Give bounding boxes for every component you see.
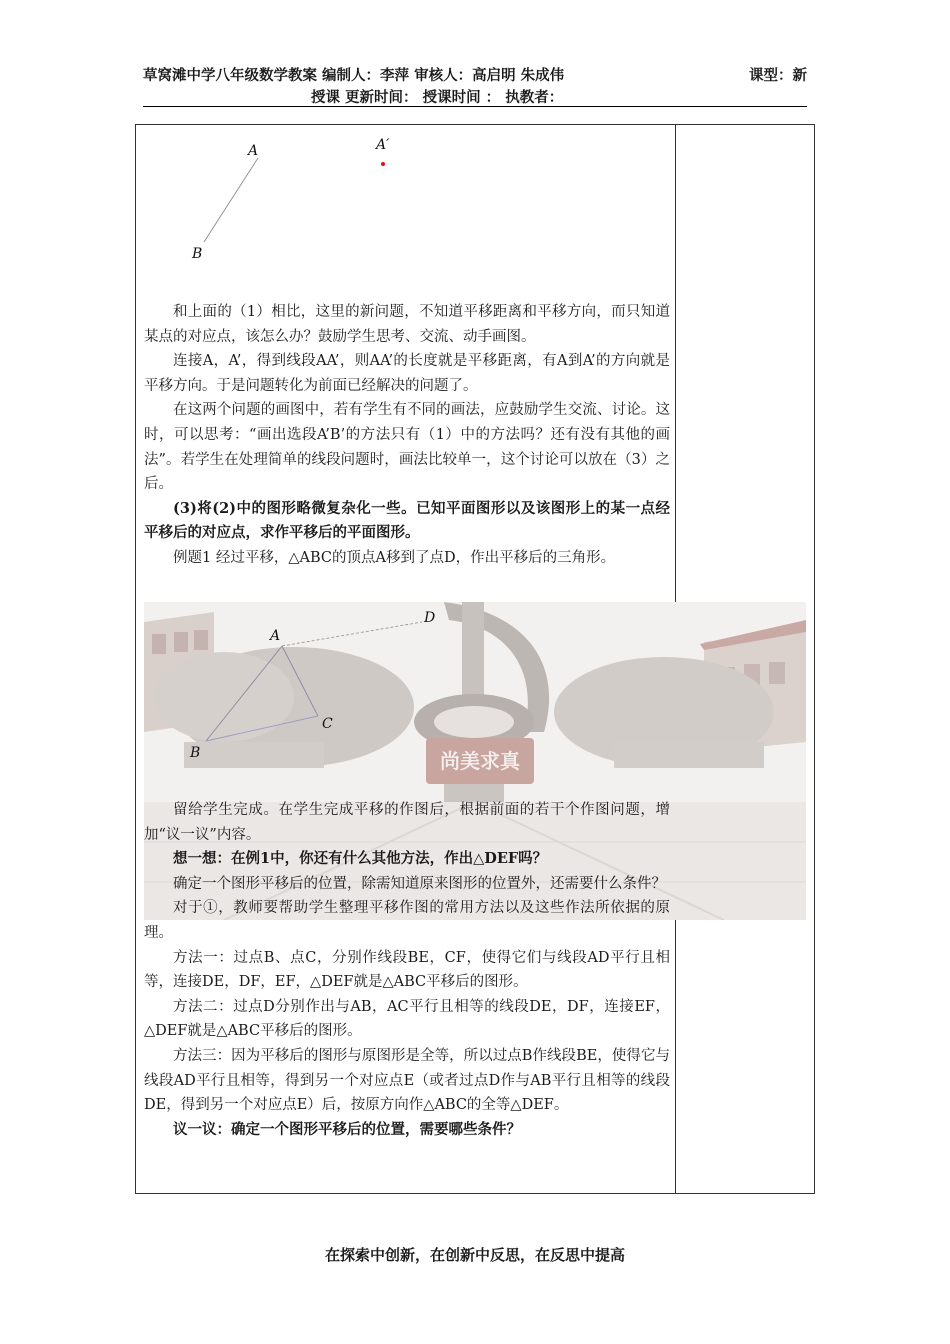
- page-header: [143, 64, 807, 106]
- segment-ab: [204, 158, 258, 242]
- bold-paragraph: 想一想：在例1中，你还有什么其他方法，作出△DEF吗？: [173, 850, 548, 868]
- text-block-1: [144, 300, 670, 571]
- paragraph: 确定一个图形平移后的位置，除需知道原来图形的位置外，还需要什么条件？: [173, 875, 666, 892]
- segment-ad: [282, 622, 422, 646]
- paragraph: 方法三：因为平移后的图形与原图形是全等，所以过点B作线段BE，使得它与线段AD平行且相等，得到另一个对应点E（或者过点D作与AB平行且相等的线段DE，得到另一个对应点E）后，按原方向作△ABC的全等△DEF。: [144, 1047, 670, 1114]
- label-a: A: [270, 628, 281, 644]
- paragraph: 连接A，A’，得到线段AA’，则AA’的长度就是平移距离，有A到A’的方向就是平移方向。于是问题转化为前面已经解决的问题了。: [144, 353, 670, 394]
- label-a-prime: A′: [376, 137, 390, 153]
- paragraph: 方法二：过点D分别作出与AB，AC平行且相等的线段DE，DF，连接EF，△DEF就是△ABC平移后的图形。: [144, 998, 670, 1040]
- label-b: B: [192, 246, 203, 262]
- label-c: C: [322, 716, 333, 732]
- header-rule: [143, 106, 807, 107]
- header-schedule: 授课 更新时间： 授课时间 ： 执教者：: [311, 89, 564, 106]
- paragraph: 方法一：过点B、点C，分别作线段BE，CF，使得它们与线段AD平行且相等，连接DE，DF，EF，△DEF就是△ABC平移后的图形。: [144, 949, 670, 991]
- page-footer: 在探索中创新，在创新中反思，在反思中提高: [324, 1246, 625, 1264]
- point-a-prime: [381, 162, 385, 166]
- figure-segment-ab: [144, 128, 444, 268]
- segment-ac: [282, 646, 318, 716]
- header-lesson-type: 课型：新: [749, 67, 807, 84]
- paragraph: 在这两个问题的画图中，若有学生有不同的画法，应鼓励学生交流、讨论。这时，可以思考：“画出选段A’B’的方法只有（1）中的方法吗？还有没有其他的画法”。若学生在处理简单的线段问题时，画法比较单一，这个讨论可以放在（3）之后。: [144, 402, 670, 493]
- figure-triangle-abc: [144, 604, 464, 769]
- paragraph: 对于①，教师要帮助学生整理平移作图的常用方法以及这些作法所依据的原理。: [144, 900, 670, 941]
- example-paragraph: 例题1 经过平移，△ABC的顶点A移到了点D，作出平移后的三角形。: [173, 549, 616, 566]
- label-a: A: [248, 143, 259, 159]
- text-block-2: [144, 798, 670, 1142]
- watermark-banner: 尚美求真: [440, 749, 520, 773]
- label-d: D: [424, 610, 436, 626]
- header-title: 草窝滩中学八年级数学教案 编制人：李萍 审核人：高启明 朱成伟: [143, 67, 565, 84]
- paragraph: 和上面的（1）相比，这里的新问题，不知道平移距离和平移方向，而只知道某点的对应点，该怎么办？鼓励学生思考、交流、动手画图。: [144, 304, 670, 345]
- bold-paragraph: 议一议：确定一个图形平移后的位置，需要哪些条件？: [173, 1120, 521, 1138]
- label-b: B: [190, 745, 201, 761]
- paragraph: 留给学生完成。在学生完成平移的作图后，根据前面的若干个作图问题，增加“议一议”内容。: [144, 802, 670, 843]
- bold-paragraph: (3)将(2)中的图形略微复杂化一些。已知平面图形以及该图形上的某一点经平移后的对应点，求作平移后的平面图形。: [144, 499, 670, 542]
